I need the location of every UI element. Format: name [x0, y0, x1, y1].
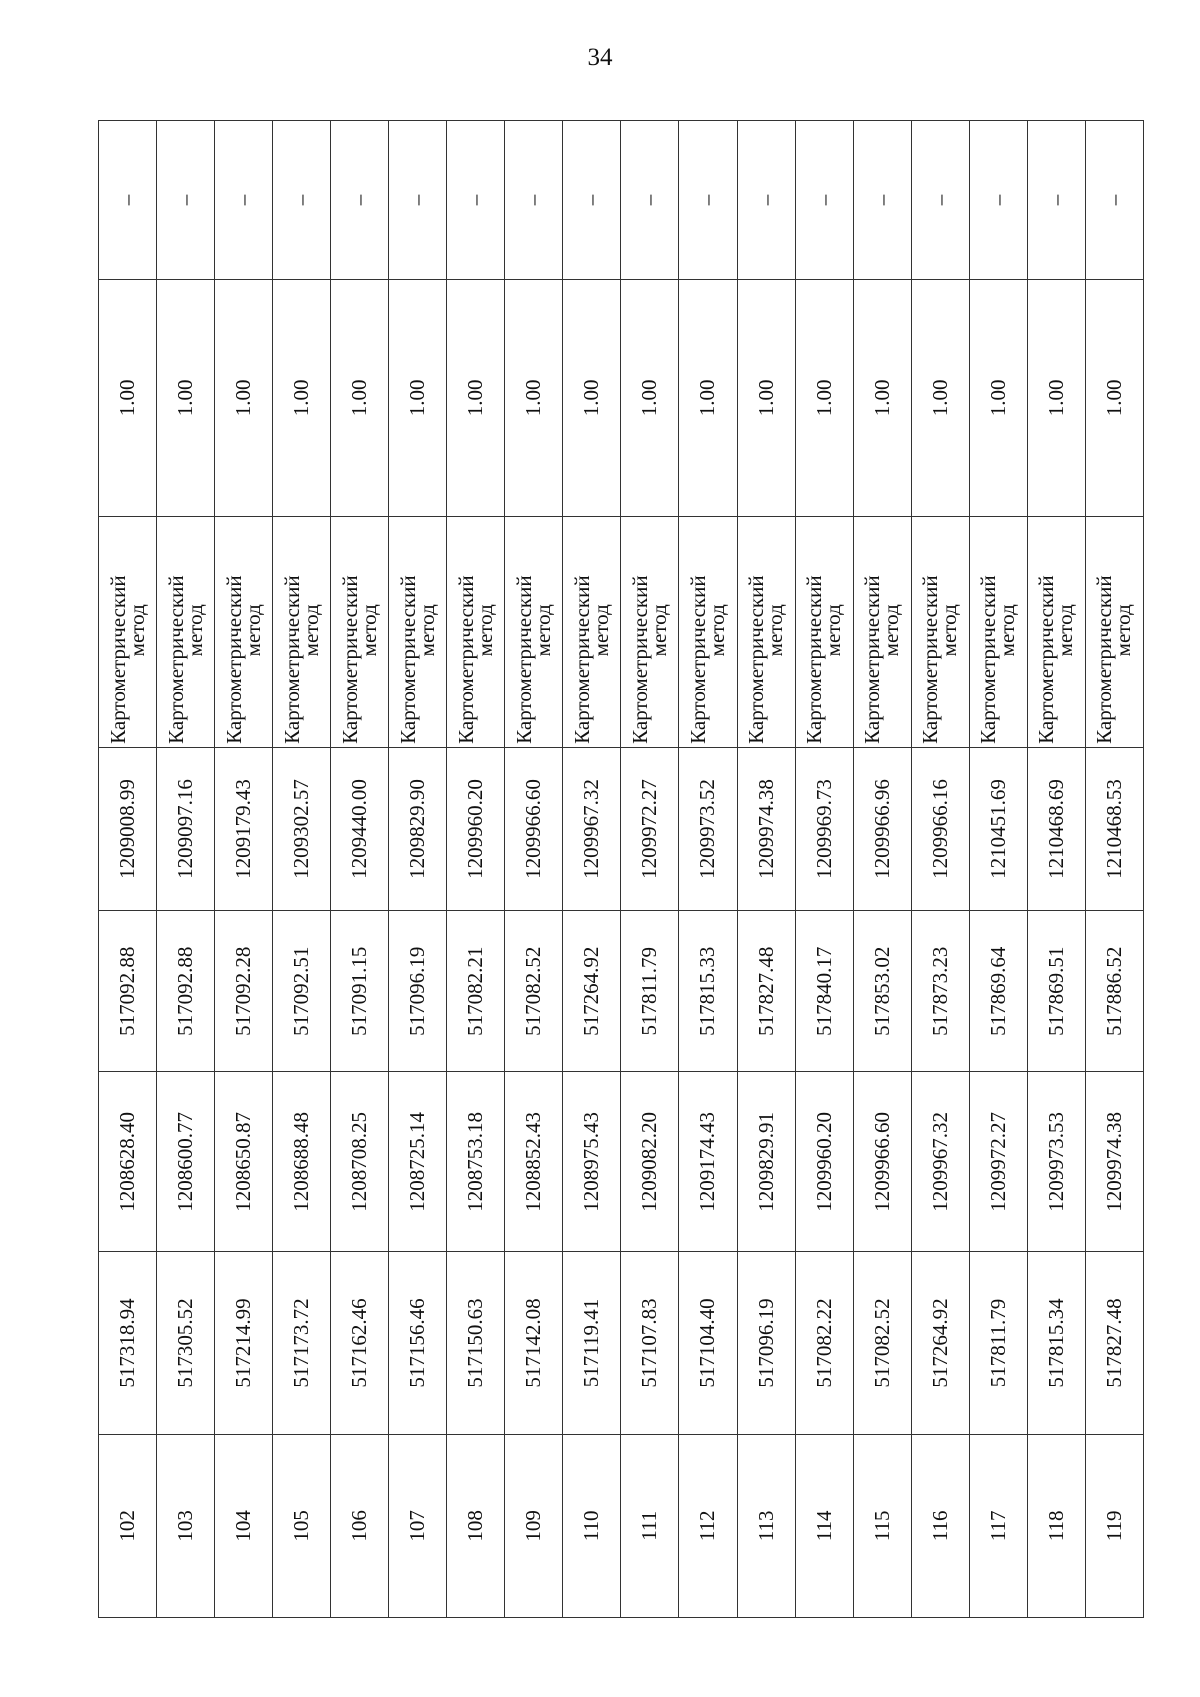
- end-x-cell: 517815.33: [679, 911, 737, 1072]
- accuracy-cell: 1.00: [621, 279, 679, 516]
- end-y-cell: 1209008.99: [99, 747, 157, 910]
- end-x-cell: 517092.88: [99, 911, 157, 1072]
- method-label-line1: Картометрический: [627, 575, 652, 744]
- start-x-cell: 517156.46: [389, 1252, 447, 1434]
- method-label-line1: Картометрический: [860, 575, 885, 744]
- note-cell: –: [157, 121, 215, 280]
- coordinates-table: [98, 120, 1144, 1618]
- start-y-cell: 1208852.43: [505, 1072, 563, 1252]
- accuracy-cell: 1.00: [505, 279, 563, 516]
- method-cell: [505, 516, 563, 747]
- end-y-cell: 1210468.53: [1085, 747, 1143, 910]
- note-cell: –: [1027, 121, 1085, 280]
- start-x-cell: 517150.63: [447, 1252, 505, 1434]
- method-cell: [853, 516, 911, 747]
- method-label-line1: Картометрический: [105, 575, 130, 744]
- table-row: [911, 121, 969, 1618]
- method-label-line1: Картометрический: [802, 575, 827, 744]
- accuracy-cell: 1.00: [447, 279, 505, 516]
- start-y-cell: 1208600.77: [157, 1072, 215, 1252]
- method-label-line1: Картометрический: [744, 575, 769, 744]
- end-y-cell: 1209974.38: [737, 747, 795, 910]
- accuracy-cell: 1.00: [795, 279, 853, 516]
- end-x-cell: 517869.51: [1027, 911, 1085, 1072]
- start-x-cell: 517107.83: [621, 1252, 679, 1434]
- point-number-cell: 106: [331, 1434, 389, 1617]
- method-cell: [331, 516, 389, 747]
- start-y-cell: 1209829.91: [737, 1072, 795, 1252]
- end-y-cell: 1209440.00: [331, 747, 389, 910]
- method-label-line1: Картометрический: [337, 575, 362, 744]
- method-label-line1: Картометрический: [279, 575, 304, 744]
- end-y-cell: 1209179.43: [215, 747, 273, 910]
- method-label-line2: метод: [937, 604, 962, 657]
- start-x-cell: 517827.48: [1085, 1252, 1143, 1434]
- table-row: [505, 121, 563, 1618]
- end-y-cell: 1209302.57: [273, 747, 331, 910]
- method-cell: [1085, 516, 1143, 747]
- note-cell: –: [621, 121, 679, 280]
- method-label-line2: метод: [588, 604, 613, 657]
- method-label-line2: метод: [821, 604, 846, 657]
- start-y-cell: 1208725.14: [389, 1072, 447, 1252]
- end-y-cell: 1209967.32: [563, 747, 621, 910]
- method-label-line1: Картометрический: [918, 575, 943, 744]
- method-label-line2: метод: [1111, 604, 1136, 657]
- accuracy-cell: 1.00: [157, 279, 215, 516]
- end-x-cell: 517853.02: [853, 911, 911, 1072]
- method-cell: [679, 516, 737, 747]
- end-x-cell: 517886.52: [1085, 911, 1143, 1072]
- end-x-cell: 517827.48: [737, 911, 795, 1072]
- point-number-cell: 105: [273, 1434, 331, 1617]
- start-x-cell: 517082.22: [795, 1252, 853, 1434]
- method-cell: [99, 516, 157, 747]
- point-number-cell: 103: [157, 1434, 215, 1617]
- table-row: [853, 121, 911, 1618]
- start-x-cell: 517815.34: [1027, 1252, 1085, 1434]
- point-number-cell: 102: [99, 1434, 157, 1617]
- method-cell: [737, 516, 795, 747]
- table-row: [1085, 121, 1143, 1618]
- end-y-cell: 1209972.27: [621, 747, 679, 910]
- method-label-line2: метод: [879, 604, 904, 657]
- table-row: [99, 121, 157, 1618]
- end-x-cell: 517869.64: [969, 911, 1027, 1072]
- end-x-cell: 517082.21: [447, 911, 505, 1072]
- method-label-line1: Картометрический: [221, 575, 246, 744]
- method-label-line1: Картометрический: [976, 575, 1001, 744]
- start-y-cell: 1209082.20: [621, 1072, 679, 1252]
- point-number-cell: 108: [447, 1434, 505, 1617]
- start-y-cell: 1209966.60: [853, 1072, 911, 1252]
- end-y-cell: 1209829.90: [389, 747, 447, 910]
- end-x-cell: 517092.51: [273, 911, 331, 1072]
- start-x-cell: 517082.52: [853, 1252, 911, 1434]
- method-cell: [273, 516, 331, 747]
- note-cell: –: [331, 121, 389, 280]
- point-number-cell: 107: [389, 1434, 447, 1617]
- table-row: [157, 121, 215, 1618]
- end-y-cell: 1210451.69: [969, 747, 1027, 910]
- table-row: [795, 121, 853, 1618]
- end-x-cell: 517096.19: [389, 911, 447, 1072]
- table-row: [969, 121, 1027, 1618]
- method-label-line2: метод: [182, 604, 207, 657]
- method-label-line1: Картометрический: [395, 575, 420, 744]
- rotated-table-container: [98, 120, 1144, 1618]
- accuracy-cell: 1.00: [215, 279, 273, 516]
- table-row: [563, 121, 621, 1618]
- start-y-cell: 1208975.43: [563, 1072, 621, 1252]
- start-y-cell: 1209960.20: [795, 1072, 853, 1252]
- accuracy-cell: 1.00: [737, 279, 795, 516]
- accuracy-cell: 1.00: [969, 279, 1027, 516]
- start-y-cell: 1209174.43: [679, 1072, 737, 1252]
- start-x-cell: 517173.72: [273, 1252, 331, 1434]
- point-number-cell: 111: [621, 1434, 679, 1617]
- accuracy-cell: 1.00: [679, 279, 737, 516]
- end-x-cell: 517811.79: [621, 911, 679, 1072]
- method-cell: [911, 516, 969, 747]
- accuracy-cell: 1.00: [273, 279, 331, 516]
- point-number-cell: 115: [853, 1434, 911, 1617]
- note-cell: –: [273, 121, 331, 280]
- table-row: [737, 121, 795, 1618]
- end-y-cell: 1209969.73: [795, 747, 853, 910]
- note-cell: –: [389, 121, 447, 280]
- end-y-cell: 1209973.52: [679, 747, 737, 910]
- start-y-cell: 1208753.18: [447, 1072, 505, 1252]
- point-number-cell: 112: [679, 1434, 737, 1617]
- start-x-cell: 517305.52: [157, 1252, 215, 1434]
- point-number-cell: 113: [737, 1434, 795, 1617]
- method-label-line1: Картометрический: [569, 575, 594, 744]
- method-cell: [447, 516, 505, 747]
- method-label-line1: Картометрический: [511, 575, 536, 744]
- method-cell: [215, 516, 273, 747]
- method-label-line1: Картометрический: [1092, 575, 1117, 744]
- note-cell: –: [795, 121, 853, 280]
- point-number-cell: 110: [563, 1434, 621, 1617]
- accuracy-cell: 1.00: [1085, 279, 1143, 516]
- table-body: [99, 121, 1144, 1618]
- note-cell: –: [911, 121, 969, 280]
- end-x-cell: 517092.88: [157, 911, 215, 1072]
- method-label-line2: метод: [704, 604, 729, 657]
- point-number-cell: 104: [215, 1434, 273, 1617]
- method-label-line1: Картометрический: [453, 575, 478, 744]
- start-x-cell: 517096.19: [737, 1252, 795, 1434]
- note-cell: –: [1085, 121, 1143, 280]
- page-number: 34: [587, 44, 613, 71]
- end-y-cell: 1209966.96: [853, 747, 911, 910]
- method-label-line1: Картометрический: [685, 575, 710, 744]
- method-label-line2: метод: [995, 604, 1020, 657]
- note-cell: –: [563, 121, 621, 280]
- table-row: [621, 121, 679, 1618]
- method-cell: [969, 516, 1027, 747]
- note-cell: –: [853, 121, 911, 280]
- point-number-cell: 117: [969, 1434, 1027, 1617]
- method-cell: [157, 516, 215, 747]
- end-x-cell: 517840.17: [795, 911, 853, 1072]
- start-y-cell: 1208628.40: [99, 1072, 157, 1252]
- note-cell: –: [447, 121, 505, 280]
- table-row: [389, 121, 447, 1618]
- note-cell: –: [679, 121, 737, 280]
- point-number-cell: 109: [505, 1434, 563, 1617]
- method-label-line2: метод: [472, 604, 497, 657]
- start-y-cell: 1209974.38: [1085, 1072, 1143, 1252]
- end-x-cell: 517264.92: [563, 911, 621, 1072]
- method-label-line1: Картометрический: [163, 575, 188, 744]
- start-y-cell: 1209972.27: [969, 1072, 1027, 1252]
- start-x-cell: 517318.94: [99, 1252, 157, 1434]
- accuracy-cell: 1.00: [911, 279, 969, 516]
- start-y-cell: 1208708.25: [331, 1072, 389, 1252]
- method-label-line2: метод: [356, 604, 381, 657]
- point-number-cell: 116: [911, 1434, 969, 1617]
- method-label-line2: метод: [530, 604, 555, 657]
- end-y-cell: 1209966.60: [505, 747, 563, 910]
- point-number-cell: 114: [795, 1434, 853, 1617]
- start-x-cell: 517214.99: [215, 1252, 273, 1434]
- accuracy-cell: 1.00: [563, 279, 621, 516]
- start-x-cell: 517142.08: [505, 1252, 563, 1434]
- start-x-cell: 517264.92: [911, 1252, 969, 1434]
- accuracy-cell: 1.00: [853, 279, 911, 516]
- accuracy-cell: 1.00: [99, 279, 157, 516]
- end-x-cell: 517092.28: [215, 911, 273, 1072]
- end-x-cell: 517091.15: [331, 911, 389, 1072]
- table-row: [273, 121, 331, 1618]
- note-cell: –: [737, 121, 795, 280]
- table-row: [447, 121, 505, 1618]
- method-cell: [795, 516, 853, 747]
- start-y-cell: 1209973.53: [1027, 1072, 1085, 1252]
- method-cell: [563, 516, 621, 747]
- start-x-cell: 517104.40: [679, 1252, 737, 1434]
- end-y-cell: 1210468.69: [1027, 747, 1085, 910]
- start-y-cell: 1209967.32: [911, 1072, 969, 1252]
- end-y-cell: 1209097.16: [157, 747, 215, 910]
- point-number-cell: 119: [1085, 1434, 1143, 1617]
- note-cell: –: [969, 121, 1027, 280]
- method-label-line1: Картометрический: [1034, 575, 1059, 744]
- end-y-cell: 1209966.16: [911, 747, 969, 910]
- method-label-line2: метод: [124, 604, 149, 657]
- accuracy-cell: 1.00: [1027, 279, 1085, 516]
- method-label-line2: метод: [298, 604, 323, 657]
- end-x-cell: 517873.23: [911, 911, 969, 1072]
- method-label-line2: метод: [646, 604, 671, 657]
- method-cell: [389, 516, 447, 747]
- point-number-cell: 118: [1027, 1434, 1085, 1617]
- method-label-line2: метод: [1053, 604, 1078, 657]
- start-y-cell: 1208650.87: [215, 1072, 273, 1252]
- note-cell: –: [215, 121, 273, 280]
- start-x-cell: 517811.79: [969, 1252, 1027, 1434]
- start-x-cell: 517162.46: [331, 1252, 389, 1434]
- end-y-cell: 1209960.20: [447, 747, 505, 910]
- start-x-cell: 517119.41: [563, 1252, 621, 1434]
- method-cell: [1027, 516, 1085, 747]
- method-label-line2: метод: [763, 604, 788, 657]
- table-row: [331, 121, 389, 1618]
- method-cell: [621, 516, 679, 747]
- method-label-line2: метод: [414, 604, 439, 657]
- table-row: [1027, 121, 1085, 1618]
- table-row: [215, 121, 273, 1618]
- note-cell: –: [505, 121, 563, 280]
- accuracy-cell: 1.00: [331, 279, 389, 516]
- start-y-cell: 1208688.48: [273, 1072, 331, 1252]
- method-label-line2: метод: [240, 604, 265, 657]
- end-x-cell: 517082.52: [505, 911, 563, 1072]
- accuracy-cell: 1.00: [389, 279, 447, 516]
- note-cell: –: [99, 121, 157, 280]
- table-row: [679, 121, 737, 1618]
